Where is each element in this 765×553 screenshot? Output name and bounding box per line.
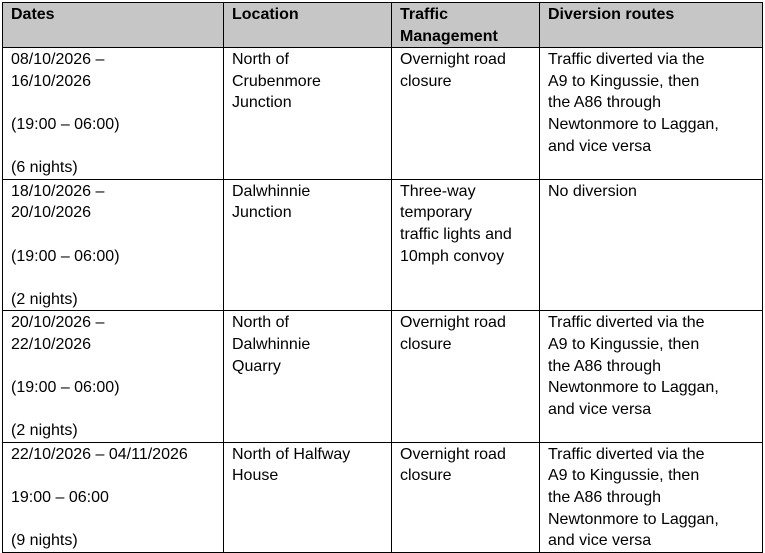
traffic-management-text: closure	[400, 467, 452, 485]
traffic-management-text: closure	[400, 335, 452, 353]
location-text: House	[232, 467, 279, 485]
time-window-text: (19:00 – 06:00)	[11, 115, 120, 133]
cell-diversion-route	[540, 179, 763, 311]
traffic-management-text: Overnight road	[400, 314, 506, 332]
table-header-row	[3, 3, 763, 48]
location-text: North of	[232, 314, 289, 332]
date-range-text: 22/10/2026 – 04/11/2026	[11, 445, 188, 463]
diversion-route-text: Newtonmore to Laggan,	[548, 115, 719, 133]
diversion-route-text: Traffic diverted via the	[548, 314, 705, 332]
location-text: Dalwhinnie	[232, 182, 311, 200]
cell-dates	[3, 311, 224, 443]
time-window-text: (19:00 – 06:00)	[11, 379, 120, 397]
line-spacer	[11, 92, 215, 114]
cell-traffic-management	[392, 442, 540, 552]
line-spacer	[11, 399, 215, 421]
location-text: North of	[232, 51, 289, 69]
roadworks-schedule-table	[2, 2, 763, 553]
date-range-text: 08/10/2026 –	[11, 51, 105, 69]
cell-location	[224, 442, 392, 552]
table-row	[3, 311, 763, 443]
header-dates: Dates	[3, 3, 224, 48]
date-range-text: 22/10/2026	[11, 335, 92, 353]
table-row	[3, 179, 763, 311]
diversion-route-text: and vice versa	[548, 400, 652, 418]
table-row	[3, 48, 763, 180]
line-spacer	[11, 136, 215, 158]
diversion-route-text: and vice versa	[548, 532, 652, 550]
diversion-route-text: A9 to Kingussie, then	[548, 467, 700, 485]
diversion-route-text: Traffic diverted via the	[548, 51, 705, 69]
date-range-text: 20/10/2026	[11, 204, 92, 222]
nights-count-text: (2 nights)	[11, 422, 78, 440]
traffic-management-text: traffic lights and	[400, 225, 512, 243]
cell-dates	[3, 179, 224, 311]
traffic-management-text: temporary	[400, 204, 473, 222]
header-traffic-management: Traffic Management	[392, 3, 540, 48]
header-diversion-routes: Diversion routes	[540, 3, 763, 48]
cell-traffic-management	[392, 179, 540, 311]
traffic-management-text: 10mph convoy	[400, 247, 505, 265]
diversion-route-text: the A86 through	[548, 94, 661, 112]
line-spacer	[11, 509, 215, 531]
cell-diversion-route	[540, 442, 763, 552]
location-text: Quarry	[232, 357, 281, 375]
line-spacer	[11, 224, 215, 246]
cell-location	[224, 179, 392, 311]
location-text: Junction	[232, 94, 292, 112]
header-location: Location	[224, 3, 392, 48]
nights-count-text: (9 nights)	[11, 532, 78, 550]
traffic-management-text: Overnight road	[400, 51, 506, 69]
diversion-route-text: the A86 through	[548, 489, 661, 507]
time-window-text: 19:00 – 06:00	[11, 489, 109, 507]
date-range-text: 20/10/2026 –	[11, 314, 105, 332]
diversion-route-text: No diversion	[548, 182, 637, 200]
line-spacer	[11, 465, 215, 487]
cell-traffic-management	[392, 311, 540, 443]
diversion-route-text: the A86 through	[548, 357, 661, 375]
cell-location	[224, 311, 392, 443]
traffic-management-text: Three-way	[400, 182, 476, 200]
table-row	[3, 442, 763, 552]
location-text: Crubenmore	[232, 72, 321, 90]
traffic-management-text: Overnight road	[400, 445, 506, 463]
line-spacer	[11, 267, 215, 289]
diversion-route-text: Newtonmore to Laggan,	[548, 510, 719, 528]
traffic-management-text: closure	[400, 72, 452, 90]
cell-diversion-route	[540, 311, 763, 443]
nights-count-text: (2 nights)	[11, 290, 78, 308]
date-range-text: 16/10/2026	[11, 72, 92, 90]
date-range-text: 18/10/2026 –	[11, 182, 105, 200]
cell-diversion-route	[540, 48, 763, 180]
cell-dates	[3, 48, 224, 180]
diversion-route-text: Newtonmore to Laggan,	[548, 379, 719, 397]
cell-dates	[3, 442, 224, 552]
location-text: Junction	[232, 204, 292, 222]
location-text: Dalwhinnie	[232, 335, 311, 353]
diversion-route-text: and vice versa	[548, 137, 652, 155]
diversion-route-text: Traffic diverted via the	[548, 445, 705, 463]
diversion-route-text: A9 to Kingussie, then	[548, 335, 700, 353]
cell-traffic-management	[392, 48, 540, 180]
diversion-route-text: A9 to Kingussie, then	[548, 72, 700, 90]
line-spacer	[11, 356, 215, 378]
cell-location	[224, 48, 392, 180]
time-window-text: (19:00 – 06:00)	[11, 247, 120, 265]
nights-count-text: (6 nights)	[11, 159, 78, 177]
location-text: North of Halfway	[232, 445, 351, 463]
